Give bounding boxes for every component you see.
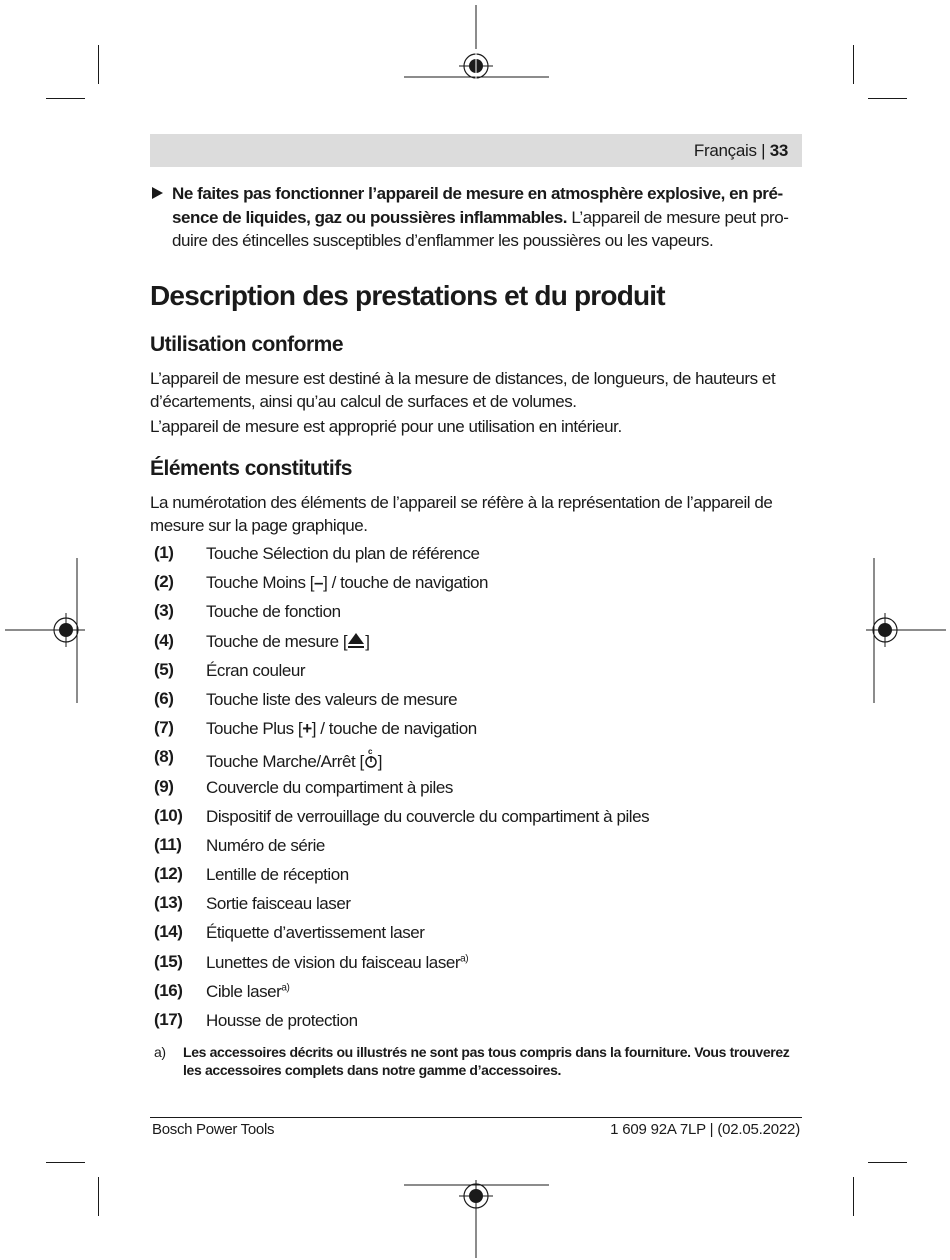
crop-mark: [98, 45, 99, 84]
item-text: [206, 719, 477, 739]
item-number: (7): [154, 718, 174, 738]
item-number: (11): [154, 834, 182, 854]
footnote-ref: a): [281, 982, 290, 994]
crop-mark: [868, 98, 907, 99]
list-item: [150, 981, 802, 1010]
page-header: [150, 134, 802, 167]
item-number: (15): [154, 951, 183, 971]
header-text: [694, 141, 788, 161]
item-label: Écran couleur: [206, 660, 306, 680]
list-item: [150, 543, 802, 572]
item-text: [206, 865, 349, 885]
footnote-text: Les accessoires décrits ou illustrés ne sont pas tous compris dans la fourniture. Vous trouverez les accessoires complets dans notre gamme d’accessoires.: [183, 1044, 790, 1078]
list-item: [150, 922, 802, 951]
item-label: Dispositif de verrouillage du couvercle du compartiment à piles: [206, 806, 650, 826]
item-number: (9): [154, 776, 174, 796]
item-text: [206, 807, 649, 827]
crop-mark: [853, 45, 854, 84]
item-label: Touche liste des valeurs de mesure: [206, 689, 458, 709]
item-label-after: ] / touche de navigation: [323, 573, 489, 593]
intended-use-paragraph: L’appareil de mesure est approprié pour une utilisation en intérieur.: [150, 417, 622, 436]
item-text: [206, 544, 480, 564]
item-label-after: ]: [365, 631, 370, 651]
warning-bold-text: Ne faites pas fonctionner l’appareil de mesure en atmosphère explosive, en présence de liquides, gaz ou poussières inflammables.: [172, 184, 784, 227]
footnote: [150, 1043, 802, 1079]
footnote-ref: a): [460, 952, 469, 964]
list-item: [150, 835, 802, 864]
item-text: [206, 690, 457, 710]
list-item: [150, 660, 802, 689]
item-label: Numéro de série: [206, 835, 325, 855]
footer-divider: [150, 1117, 802, 1118]
header-language: Français: [693, 141, 757, 160]
item-number: (5): [154, 659, 174, 679]
item-label: Touche Marche/Arrêt [: [206, 752, 364, 772]
item-number: (13): [154, 893, 183, 913]
components-list: [150, 543, 802, 1039]
item-number: (8): [154, 747, 174, 767]
components-heading: Éléments constitutifs: [150, 457, 352, 480]
registration-mark-icon: [866, 558, 946, 703]
list-item: [150, 952, 802, 981]
item-text: [206, 661, 305, 681]
list-item: [150, 864, 802, 893]
crop-mark: [98, 1177, 99, 1216]
item-text: [206, 836, 325, 856]
list-item: [150, 747, 802, 776]
registration-mark-icon: [5, 558, 85, 703]
item-label: Touche de mesure [: [206, 631, 348, 651]
item-label-after: ] / touche de navigation: [311, 719, 477, 739]
item-label: Lentille de réception: [206, 865, 349, 885]
item-number: (16): [154, 980, 183, 1000]
list-item: [150, 631, 802, 660]
registration-mark-icon: [404, 5, 549, 83]
item-label: Lunettes de vision du faisceau laser: [206, 952, 461, 972]
item-number: (10): [154, 805, 183, 825]
item-number: (3): [154, 601, 174, 621]
intended-use-heading: Utilisation conforme: [150, 333, 344, 356]
item-label: Touche Moins [: [206, 573, 315, 593]
intended-use-paragraph: L’appareil de mesure est destiné à la mesure de distances, de longueurs, de hauteurs et d’écartements, ainsi qu’au calcul de surfaces et de volumes.: [150, 369, 776, 411]
plus-symbol: +: [302, 719, 312, 739]
item-number: (14): [154, 922, 183, 942]
list-item: [150, 1010, 802, 1039]
measure-triangle-icon: [347, 632, 365, 649]
list-item: [150, 601, 802, 630]
item-number: (17): [154, 1010, 183, 1029]
item-label: Touche Plus [: [206, 719, 303, 739]
warning-text: L’appareil de mesure peut produire des étincelles susceptibles d’enflammer les poussières ou les vapeurs.: [172, 207, 789, 250]
registration-mark-icon: [404, 1180, 549, 1258]
item-label: Couvercle du compartiment à piles: [206, 777, 453, 797]
item-text: [206, 953, 468, 973]
minus-symbol: –: [314, 573, 324, 593]
crop-mark: [46, 1162, 85, 1163]
crop-mark: [46, 98, 85, 99]
footer-brand: Bosch Power Tools: [152, 1121, 275, 1138]
list-item: [150, 689, 802, 718]
list-item: [150, 777, 802, 806]
item-text: [206, 748, 382, 772]
item-text: [206, 573, 488, 593]
page-content: [150, 182, 802, 1078]
power-icon: [364, 748, 378, 770]
safety-warning: [150, 182, 802, 253]
item-number: (2): [154, 572, 174, 592]
item-text: [206, 923, 425, 943]
item-number: (12): [154, 864, 183, 884]
item-text: [206, 982, 289, 1002]
item-number: (6): [154, 688, 174, 708]
svg-text:c: c: [367, 748, 372, 757]
list-item: [150, 893, 802, 922]
page-number: 33: [769, 141, 788, 160]
item-label: Touche Sélection du plan de référence: [206, 544, 480, 563]
list-item: [150, 718, 802, 747]
bullet-triangle-icon: [152, 187, 163, 199]
components-intro: La numérotation des éléments de l’appareil se réfère à la représentation de l’appareil de mesure sur la page graphique.: [150, 493, 773, 535]
item-number: (1): [154, 543, 174, 562]
footer-doc-id: 1 609 92A 7LP | (02.05.2022): [610, 1121, 800, 1138]
crop-mark: [868, 1162, 907, 1163]
section-title: Description des prestations et du produit: [150, 280, 665, 311]
item-text: [206, 778, 453, 798]
item-label: Sortie faisceau laser: [206, 894, 351, 914]
item-text: [206, 602, 341, 622]
item-label-after: ]: [377, 752, 383, 772]
footnote-label: a): [154, 1044, 166, 1060]
list-item: [150, 806, 802, 835]
item-label: Cible laser: [206, 981, 282, 1001]
header-separator: |: [761, 141, 766, 160]
item-label: Housse de protection: [206, 1011, 358, 1030]
item-label: Étiquette d’avertissement laser: [206, 923, 425, 943]
item-text: [206, 1011, 358, 1031]
list-item: [150, 572, 802, 601]
crop-mark: [853, 1177, 854, 1216]
item-number: (4): [154, 630, 174, 650]
item-text: [206, 632, 370, 652]
item-label: Touche de fonction: [206, 602, 341, 622]
item-text: [206, 894, 351, 914]
